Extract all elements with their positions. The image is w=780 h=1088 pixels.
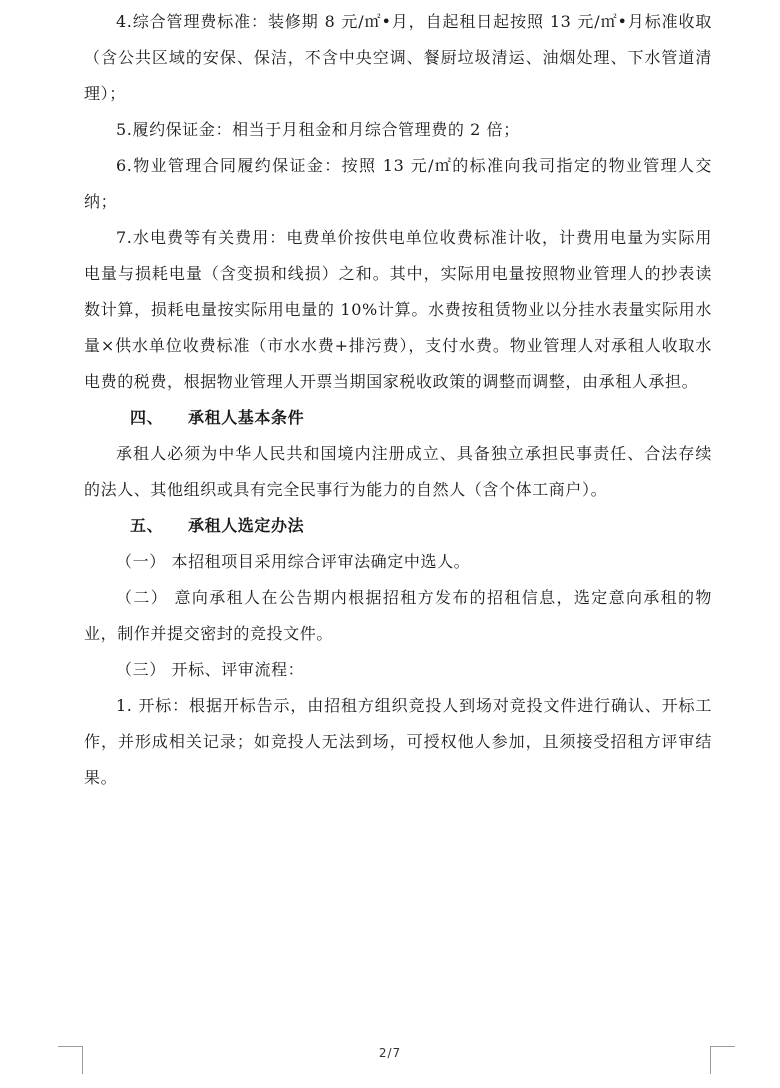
section-heading-selection-method — [84, 508, 712, 544]
section-number: 四、 — [130, 408, 164, 427]
section-title: 承租人选定办法 — [188, 516, 305, 535]
paragraph-bid-opening: 1. 开标：根据开标告示，由招租方组织竞投人到场对竞投文件进行确认、开标工作，并形成相关记录；如竞投人无法到场，可授权他人参加，且须接受招租方评审结果。 — [84, 696, 712, 787]
paragraph-selection-item-1: （一） 本招租项目采用综合评审法确定中选人。 — [116, 552, 471, 571]
paragraph-tenant-conditions: 承租人必须为中华人民共和国境内注册成立、具备独立承担民事责任、合法存续的法人、其他组织或具有完全民事行为能力的自然人（含个体工商户）。 — [84, 444, 712, 499]
paragraph-management-fee: 4.综合管理费标准：装修期 8 元/㎡•月，自起租日起按照 13 元/㎡•月标准收取（含公共区域的安保、保洁，不含中央空调、餐厨垃圾清运、油烟处理、下水管道清理）； — [84, 12, 712, 103]
paragraph-performance-bond: 5.履约保证金：相当于月租金和月综合管理费的 2 倍； — [116, 120, 520, 139]
paragraph-property-bond: 6.物业管理合同履约保证金：按照 13 元/㎡的标准向我司指定的物业管理人交纳； — [84, 156, 712, 211]
page-content — [84, 4, 712, 796]
section-heading-tenant-conditions — [84, 400, 712, 436]
paragraph-selection-item-2: （二） 意向承租人在公告期内根据招租方发布的招租信息，选定意向承租的物业，制作并提交密封的竞投文件。 — [84, 588, 712, 643]
section-number: 五、 — [130, 516, 164, 535]
paragraph-utility-fees: 7.水电费等有关费用：电费单价按供电单位收费标准计收，计费用电量为实际用电量与损耗电量（含变损和线损）之和。其中，实际用电量按照物业管理人的抄表读数计算，损耗电量按实际用电量的 10%计算。水费按租赁物业以分挂水表量实际用水量×供水单位收费标准（市水水费+排污费），支付水费。物业管理人对承租人收取水电费的税费，根据物业管理人开票当期国家税收政策的调整而调整，由承租人承担。 — [84, 228, 712, 391]
section-title: 承租人基本条件 — [188, 408, 305, 427]
paragraph-selection-item-3: （三） 开标、评审流程： — [116, 660, 305, 679]
page-number: 2/7 — [378, 1046, 402, 1060]
